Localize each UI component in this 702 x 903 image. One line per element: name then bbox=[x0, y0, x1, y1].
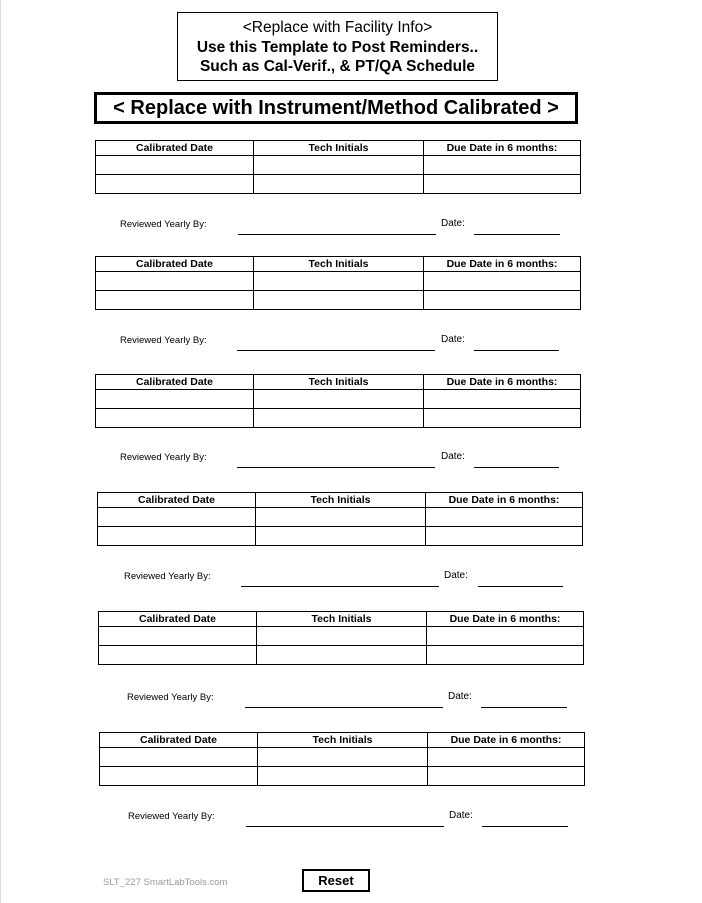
reset-button[interactable]: Reset bbox=[302, 869, 370, 892]
due-date-cell[interactable] bbox=[424, 272, 581, 291]
table-row bbox=[96, 390, 581, 409]
tech-initials-cell[interactable] bbox=[258, 767, 428, 786]
due-date-cell[interactable] bbox=[426, 527, 583, 546]
calibrated-date-header: Calibrated Date bbox=[96, 257, 254, 272]
page-left-border bbox=[0, 0, 1, 903]
due-date-cell[interactable] bbox=[426, 508, 583, 527]
table-row bbox=[99, 646, 584, 665]
calibration-table bbox=[97, 492, 583, 546]
footer-source: SLT_227 SmartLabTools.com bbox=[103, 877, 228, 888]
review-date-label: Date: bbox=[441, 451, 465, 462]
review-date-label: Date: bbox=[449, 810, 473, 821]
calibrated-date-cell[interactable] bbox=[100, 767, 258, 786]
facility-info-line: <Replace with Facility Info> bbox=[242, 19, 433, 36]
calibrated-date-cell[interactable] bbox=[96, 272, 254, 291]
tech-initials-cell[interactable] bbox=[254, 175, 424, 194]
tech-initials-cell[interactable] bbox=[254, 272, 424, 291]
review-date-field[interactable] bbox=[481, 707, 567, 708]
reviewed-yearly-label: Reviewed Yearly By: bbox=[120, 452, 207, 463]
table-row bbox=[99, 627, 584, 646]
calibrated-date-header: Calibrated Date bbox=[98, 493, 256, 508]
facility-info-box bbox=[177, 12, 498, 81]
table-row bbox=[100, 748, 585, 767]
review-date-label: Date: bbox=[448, 691, 472, 702]
calibrated-date-header: Calibrated Date bbox=[100, 733, 258, 748]
calibration-table bbox=[95, 374, 581, 428]
reviewed-yearly-label: Reviewed Yearly By: bbox=[128, 811, 215, 822]
table-row bbox=[96, 175, 581, 194]
review-date-field[interactable] bbox=[474, 467, 559, 468]
tech-initials-cell[interactable] bbox=[256, 508, 426, 527]
calibrated-date-cell[interactable] bbox=[100, 748, 258, 767]
reviewer-signature-field[interactable] bbox=[237, 350, 435, 351]
calibrated-date-cell[interactable] bbox=[98, 508, 256, 527]
table-row bbox=[100, 767, 585, 786]
tech-initials-cell[interactable] bbox=[254, 291, 424, 310]
review-date-field[interactable] bbox=[474, 234, 560, 235]
due-date-cell[interactable] bbox=[424, 409, 581, 428]
review-date-label: Date: bbox=[441, 218, 465, 229]
tech-initials-cell[interactable] bbox=[258, 748, 428, 767]
reviewer-signature-field[interactable] bbox=[237, 467, 435, 468]
table-row bbox=[96, 272, 581, 291]
review-date-label: Date: bbox=[444, 570, 468, 581]
calibrated-date-cell[interactable] bbox=[99, 646, 257, 665]
calibrated-date-cell[interactable] bbox=[96, 291, 254, 310]
due-date-cell[interactable] bbox=[424, 156, 581, 175]
tech-initials-header: Tech Initials bbox=[258, 733, 428, 748]
due-date-cell[interactable] bbox=[424, 175, 581, 194]
due-date-cell[interactable] bbox=[428, 767, 585, 786]
template-example-line: Such as Cal-Verif., & PT/QA Schedule bbox=[199, 58, 476, 75]
due-date-header: Due Date in 6 months: bbox=[427, 612, 584, 627]
calibrated-date-cell[interactable] bbox=[96, 409, 254, 428]
review-date-field[interactable] bbox=[478, 586, 563, 587]
due-date-cell[interactable] bbox=[427, 646, 584, 665]
reviewer-signature-field[interactable] bbox=[238, 234, 436, 235]
tech-initials-cell[interactable] bbox=[257, 646, 427, 665]
reviewed-yearly-label: Reviewed Yearly By: bbox=[120, 219, 207, 230]
calibrated-date-header: Calibrated Date bbox=[96, 141, 254, 156]
template-instruction-line: Use this Template to Post Reminders.. bbox=[196, 38, 479, 56]
table-row bbox=[98, 508, 583, 527]
reviewed-yearly-label: Reviewed Yearly By: bbox=[124, 571, 211, 582]
calibration-table bbox=[98, 611, 584, 665]
calibration-table bbox=[99, 732, 585, 786]
tech-initials-header: Tech Initials bbox=[254, 375, 424, 390]
due-date-cell[interactable] bbox=[427, 627, 584, 646]
due-date-header: Due Date in 6 months: bbox=[424, 257, 581, 272]
due-date-header: Due Date in 6 months: bbox=[424, 141, 581, 156]
reviewed-yearly-label: Reviewed Yearly By: bbox=[127, 692, 214, 703]
tech-initials-cell[interactable] bbox=[254, 390, 424, 409]
due-date-header: Due Date in 6 months: bbox=[424, 375, 581, 390]
calibrated-date-cell[interactable] bbox=[98, 527, 256, 546]
due-date-cell[interactable] bbox=[428, 748, 585, 767]
reviewed-yearly-label: Reviewed Yearly By: bbox=[120, 335, 207, 346]
calibrated-date-cell[interactable] bbox=[99, 627, 257, 646]
reviewer-signature-field[interactable] bbox=[246, 826, 444, 827]
tech-initials-header: Tech Initials bbox=[254, 141, 424, 156]
due-date-header: Due Date in 6 months: bbox=[426, 493, 583, 508]
tech-initials-header: Tech Initials bbox=[256, 493, 426, 508]
reviewer-signature-field[interactable] bbox=[241, 586, 439, 587]
table-row bbox=[96, 291, 581, 310]
review-date-field[interactable] bbox=[474, 350, 559, 351]
calibrated-date-cell[interactable] bbox=[96, 156, 254, 175]
tech-initials-cell[interactable] bbox=[254, 409, 424, 428]
tech-initials-cell[interactable] bbox=[254, 156, 424, 175]
tech-initials-header: Tech Initials bbox=[257, 612, 427, 627]
calibration-table bbox=[95, 140, 581, 194]
instrument-title: < Replace with Instrument/Method Calibrated > bbox=[94, 92, 578, 124]
due-date-cell[interactable] bbox=[424, 390, 581, 409]
tech-initials-cell[interactable] bbox=[257, 627, 427, 646]
calibrated-date-cell[interactable] bbox=[96, 390, 254, 409]
table-row bbox=[96, 409, 581, 428]
review-date-label: Date: bbox=[441, 334, 465, 345]
tech-initials-cell[interactable] bbox=[256, 527, 426, 546]
due-date-header: Due Date in 6 months: bbox=[428, 733, 585, 748]
calibrated-date-header: Calibrated Date bbox=[96, 375, 254, 390]
calibrated-date-header: Calibrated Date bbox=[99, 612, 257, 627]
due-date-cell[interactable] bbox=[424, 291, 581, 310]
reviewer-signature-field[interactable] bbox=[245, 707, 443, 708]
review-date-field[interactable] bbox=[482, 826, 568, 827]
calibration-table bbox=[95, 256, 581, 310]
table-row bbox=[98, 527, 583, 546]
table-row bbox=[96, 156, 581, 175]
calibrated-date-cell[interactable] bbox=[96, 175, 254, 194]
tech-initials-header: Tech Initials bbox=[254, 257, 424, 272]
